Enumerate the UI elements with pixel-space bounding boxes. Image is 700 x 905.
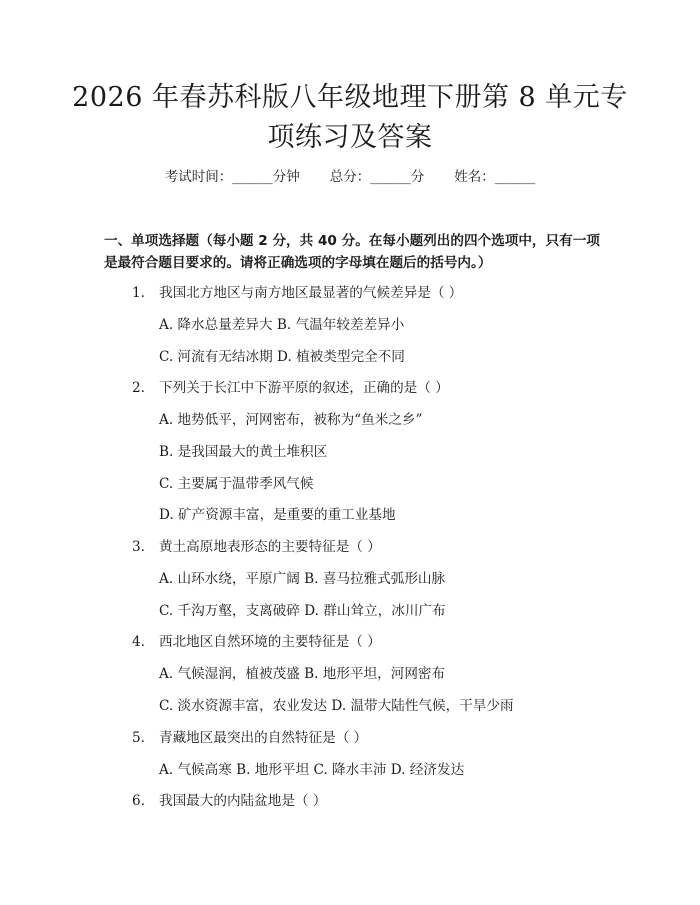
question-text: 西北地区自然环境的主要特征是（ ） (159, 634, 381, 650)
question-6 (132, 791, 326, 811)
question-3-options-line-2: C. 千沟万壑，支离破碎 D. 群山耸立，冰川广布 (159, 603, 446, 619)
question-4 (132, 632, 381, 652)
question-2-option-a: A. 地势低平，河网密布，被称为“鱼米之乡” (159, 412, 423, 428)
exam-info-line (0, 167, 700, 187)
question-1-options-line-2: C. 河流有无结冰期 D. 植被类型完全不同 (159, 349, 405, 365)
question-number: 1. (132, 285, 145, 301)
question-3 (132, 537, 381, 557)
question-text: 我国北方地区与南方地区最显著的气候差异是（ ） (159, 285, 463, 301)
question-text: 黄土高原地表形态的主要特征是（ ） (159, 539, 381, 555)
question-2-option-b: B. 是我国最大的黄土堆积区 (159, 444, 328, 460)
question-2 (132, 378, 449, 398)
document-title (60, 78, 640, 158)
question-number: 5. (132, 730, 145, 746)
exam-time-label: 考试时间：______分钟 (164, 169, 300, 185)
question-4-options-line-2: C. 淡水资源丰富，农业发达 D. 温带大陆性气候，干旱少雨 (159, 698, 514, 714)
section-heading-single-choice: 一、单项选择题（每小题 2 分，共 40 分。在每小题列出的四个选项中，只有一项是最符合题目要求的。请将正确选项的字母填在题后的括号内。） (104, 233, 600, 271)
question-4-options-line-1: A. 气候湿润，植被茂盛 B. 地形平坦，河网密布 (159, 666, 446, 682)
question-text: 我国最大的内陆盆地是（ ） (159, 793, 327, 809)
title-line-2: 项练习及答案 (267, 122, 433, 153)
question-5-options-line-1: A. 气候高寒 B. 地形平坦 C. 降水丰沛 D. 经济发达 (159, 762, 465, 778)
question-number: 2. (132, 380, 145, 396)
question-number: 3. (132, 539, 145, 555)
question-5 (132, 728, 367, 748)
student-name-label: 姓名：______ (454, 169, 536, 185)
question-2-option-c: C. 主要属于温带季风气候 (159, 476, 314, 492)
title-line-1: 2026 年春苏科版八年级地理下册第 8 单元专 (72, 82, 628, 113)
question-1-options-line-1: A. 降水总量差异大 B. 气温年较差差异小 (159, 317, 405, 333)
question-3-options-line-1: A. 山环水绕，平原广阔 B. 喜马拉雅式弧形山脉 (159, 571, 446, 587)
question-number: 4. (132, 634, 145, 650)
question-2-option-d: D. 矿产资源丰富，是重要的重工业基地 (159, 507, 396, 523)
question-text: 下列关于长江中下游平原的叙述，正确的是（ ） (159, 380, 449, 396)
question-text: 青藏地区最突出的自然特征是（ ） (159, 730, 368, 746)
question-1 (132, 283, 462, 303)
question-number: 6. (132, 793, 145, 809)
total-score-label: 总分：______分 (329, 169, 425, 185)
